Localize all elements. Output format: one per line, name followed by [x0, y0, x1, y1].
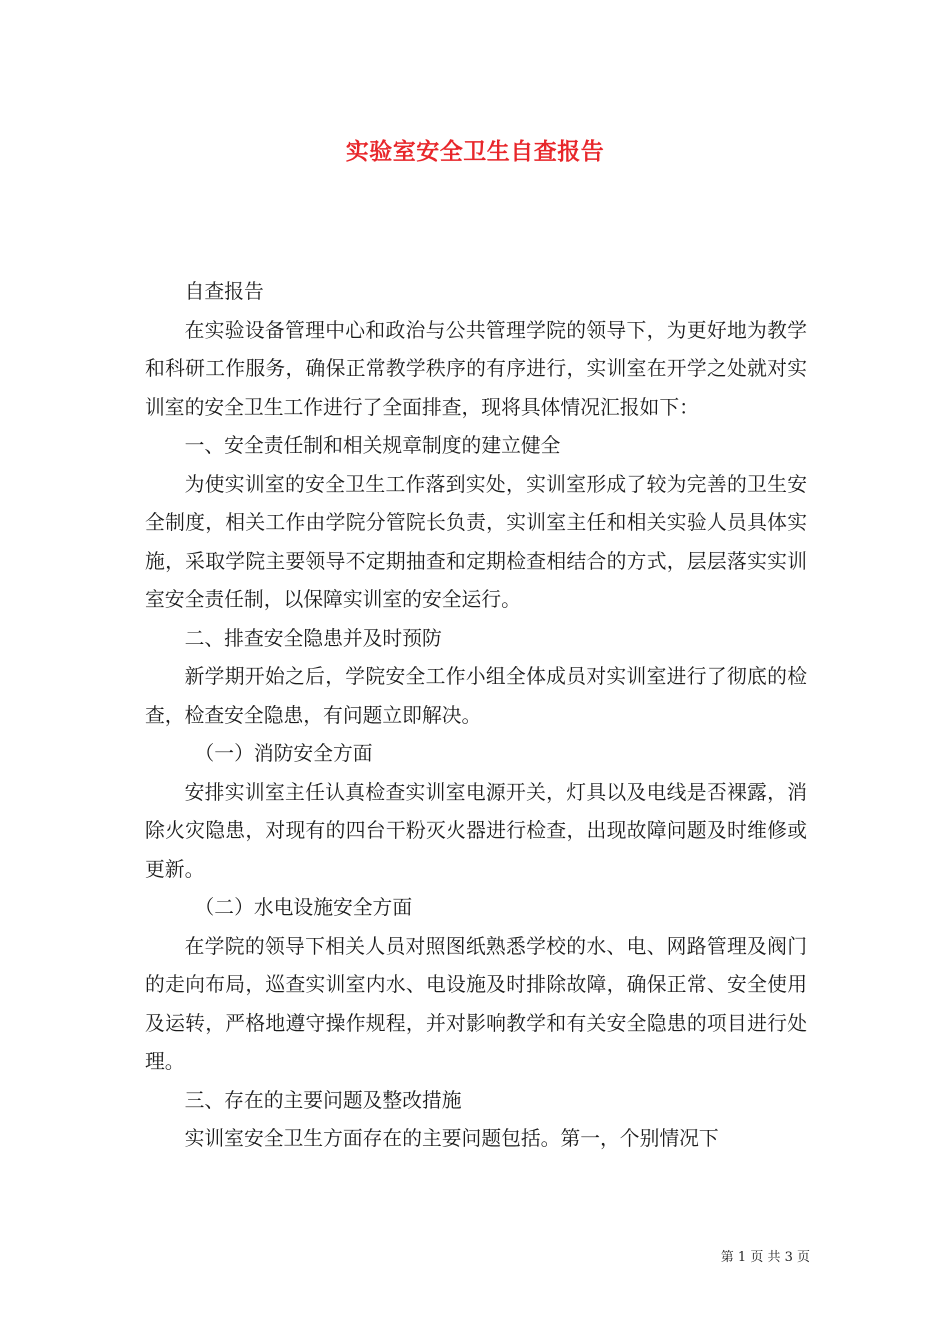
paragraph: 在学院的领导下相关人员对照图纸熟悉学校的水、电、网路管理及阀门的走向布局，巡查实训室内水、电设施及时排除故障，确保正常、安全使用及运转，严格地遵守操作规程，并对影响教学和有关安全隐患的项目进行处理。 [145, 934, 807, 1073]
section-heading: 一、安全责任制和相关规章制度的建立健全 [184, 434, 561, 457]
document-body [145, 273, 807, 1159]
section-heading: 二、排查安全隐患并及时预防 [184, 626, 442, 650]
paragraph: 为使实训室的安全卫生工作落到实处，实训室形成了较为完善的卫生安全制度，相关工作由学院分管院长负责，实训室主任和相关实验人员具体实施，采取学院主要领导不定期抽查和定期检查相结合的方式，层层落实实训室安全责任制，以保障实训室的安全运行。 [145, 472, 807, 611]
paragraph: 在实验设备管理中心和政治与公共管理学院的领导下，为更好地为教学和科研工作服务，确保正常教学秩序的有序进行，实训室在开学之处就对实训室的安全卫生工作进行了全面排查，现将具体情况汇报如下： [145, 318, 807, 419]
paragraph-heading: 自查报告 [184, 280, 264, 303]
document-title: 实验室安全卫生自查报告 [345, 138, 605, 165]
paragraph: 安排实训室主任认真检查实训室电源开关，灯具以及电线是否裸露，消除火灾隐患，对现有的四台干粉灭火器进行检查，出现故障问题及时维修或更新。 [145, 780, 807, 881]
subsection-heading: （一）消防安全方面 [194, 742, 373, 765]
page-number: 第 1 页 共 3 页 [720, 1250, 810, 1265]
subsection-heading: （二）水电设施安全方面 [194, 896, 413, 919]
section-heading: 三、存在的主要问题及整改措施 [184, 1088, 462, 1112]
paragraph: 新学期开始之后，学院安全工作小组全体成员对实训室进行了彻底的检查，检查安全隐患，有问题立即解决。 [145, 665, 807, 727]
paragraph: 实训室安全卫生方面存在的主要问题包括。第一，个别情况下 [184, 1127, 719, 1150]
